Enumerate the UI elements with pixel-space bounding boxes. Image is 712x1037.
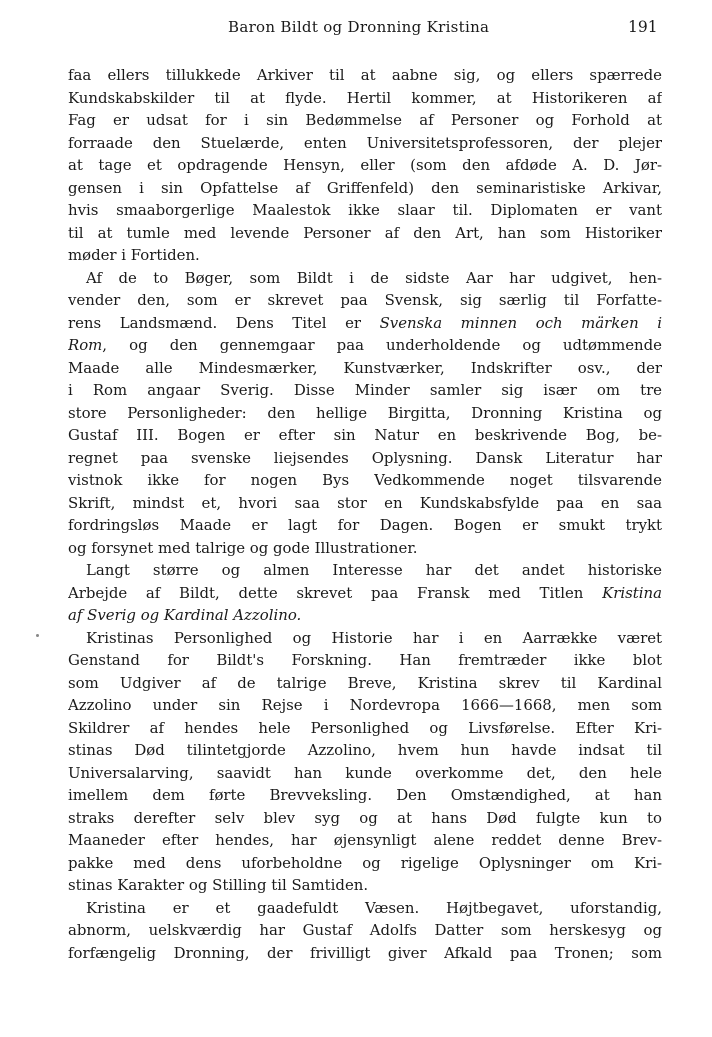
line-text: forraade den Stuelærde, enten Universitetsprofessoren, der plejer [68, 133, 662, 152]
text-line [68, 649, 662, 672]
text-line [68, 694, 662, 717]
line-text: Kundskabskilder til at flyde. Hertil kommer, at Historikeren af [68, 88, 662, 107]
text-line [68, 807, 662, 830]
italic-title-text: Kristina [602, 583, 662, 602]
text-line [68, 64, 662, 87]
line-text: Kristina er et gaadefuldt Væsen. Højtbegavet, uforstandig, [86, 898, 662, 917]
text-line [68, 132, 662, 155]
body-text [68, 64, 662, 964]
running-head [0, 18, 712, 44]
text-line [68, 379, 662, 402]
line-text: Langt større og almen Interesse har det andet historiske [86, 561, 662, 579]
text-line [68, 492, 662, 515]
line-text: Universalarving, saavidt han kunde overkomme det, den hele [68, 763, 662, 782]
line-text: abnorm, uelskværdig har Gustaf Adolfs Datter som herskesyg og [68, 921, 662, 939]
text-line [68, 109, 662, 132]
line-text: imellem dem førte Brevveksling. Den Omstændighed, at han [68, 786, 662, 804]
text-line [68, 874, 662, 897]
text-line [68, 177, 662, 200]
text-line [68, 829, 662, 852]
text-line [68, 87, 662, 110]
line-text: stinas Død tilintetgjorde Azzolino, hvem hun havde indsat til [68, 741, 662, 759]
page-number: 191 [628, 18, 658, 36]
text-line [68, 582, 662, 605]
line-text: og forsynet med talrige og gode Illustrationer. [68, 538, 418, 557]
text-line [68, 357, 662, 380]
line-text: møder i Fortiden. [68, 246, 200, 264]
text-line [68, 762, 662, 785]
text-line [68, 289, 662, 312]
text-line [68, 537, 662, 560]
line-text: Azzolino under sin Rejse i Nordevropa 1666—1668, men som [68, 696, 662, 714]
line-text: faa ellers tillukkede Arkiver til at aabne sig, og ellers spærrede [68, 66, 662, 84]
line-text: vender den, som er skrevet paa Svensk, sig særlig til Forfatte- [68, 291, 662, 309]
line-text: gensen i sin Opfattelse af Griffenfeld) den seminaristiske Arkivar, [68, 178, 662, 197]
line-text: vistnok ikke for nogen Bys Vedkommende noget tilsvarende [68, 471, 662, 489]
line-text: Maade alle Mindesmærker, Kunstværker, Indskrifter osv., der [68, 358, 662, 377]
line-text: fordringsløs Maade er lagt for Dagen. Bogen er smukt trykt [68, 516, 662, 534]
line-text: i Rom angaar Sverig. Disse Minder samler sig især om tre [68, 381, 662, 399]
text-line [68, 154, 662, 177]
italic-title-text: af Sverig og Kardinal Azzolino. [68, 606, 302, 624]
line-text: Genstand for Bildt's Forskning. Han fremtræder ikke blot [68, 651, 662, 669]
text-line [68, 672, 662, 695]
line-text: Fag er udsat for i sin Bedømmelse af Personer og Forhold at [68, 111, 662, 129]
text-line [68, 469, 662, 492]
line-text: Skildrer af hendes hele Personlighed og Livsførelse. Efter Kri- [68, 718, 662, 737]
text-line [68, 897, 662, 920]
text-line [68, 627, 662, 650]
line-text: Skrift, mindst et, hvori saa stor en Kundskabsfylde paa en saa [68, 493, 662, 512]
text-line [68, 604, 662, 627]
line-text: stinas Karakter og Stilling til Samtiden. [68, 876, 369, 894]
line-text: pakke med dens uforbeholdne og rigelige Oplysninger om Kri- [68, 853, 662, 872]
line-text: regnet paa svenske liejsendes Oplysning. Dansk Literatur har [68, 448, 662, 467]
text-line [68, 199, 662, 222]
text-line [68, 244, 662, 267]
line-text: forfængelig Dronning, der frivilligt giver Afkald paa Tronen; som [68, 943, 662, 962]
italic-title-text: Rom [68, 336, 103, 354]
text-line [68, 334, 662, 357]
text-line [68, 312, 662, 335]
line-text: Arbejde af Bildt, dette skrevet paa Fransk med Titlen [68, 583, 603, 602]
text-line [68, 717, 662, 740]
text-line [68, 514, 662, 537]
text-line [68, 784, 662, 807]
line-text: store Personligheder: den hellige Birgitta, Dronning Kristina og [68, 403, 662, 422]
text-line [68, 919, 662, 942]
line-text: til at tumle med levende Personer af den Art, han som Historiker [68, 223, 662, 242]
text-line [68, 559, 662, 582]
line-text: , og den gennemgaar paa underholdende og udtømmende [102, 336, 662, 354]
line-text: Maaneder efter hendes, har øjensynligt alene reddet denne Brev- [68, 831, 662, 849]
text-line [68, 222, 662, 245]
text-line [68, 942, 662, 965]
text-line [68, 852, 662, 875]
text-line [68, 267, 662, 290]
running-title: Baron Bildt og Dronning Kristina [228, 18, 490, 36]
line-text: som Udgiver af de talrige Breve, Kristina skrev til Kardinal [68, 673, 662, 692]
text-line [68, 447, 662, 470]
line-text: straks derefter selv blev syg og at hans Død fulgte kun to [68, 808, 662, 827]
line-text: Gustaf III. Bogen er efter sin Natur en beskrivende Bog, be- [68, 426, 662, 444]
text-line [68, 402, 662, 425]
text-line [68, 739, 662, 762]
line-text: at tage et opdragende Hensyn, eller (som den afdøde A. D. Jør- [68, 156, 662, 174]
line-text: Kristinas Personlighed og Historie har i en Aarrække været [86, 628, 662, 647]
text-line [68, 424, 662, 447]
margin-mark [36, 634, 39, 637]
line-text: rens Landsmænd. Dens Titel er [68, 313, 380, 332]
line-text: Af de to Bøger, som Bildt i de sidste Aar har udgivet, hen- [86, 268, 662, 287]
line-text: hvis smaaborgerlige Maalestok ikke slaar til. Diplomaten er vant [68, 201, 662, 219]
italic-title-text: Svenska minnen och märken i [379, 313, 662, 332]
